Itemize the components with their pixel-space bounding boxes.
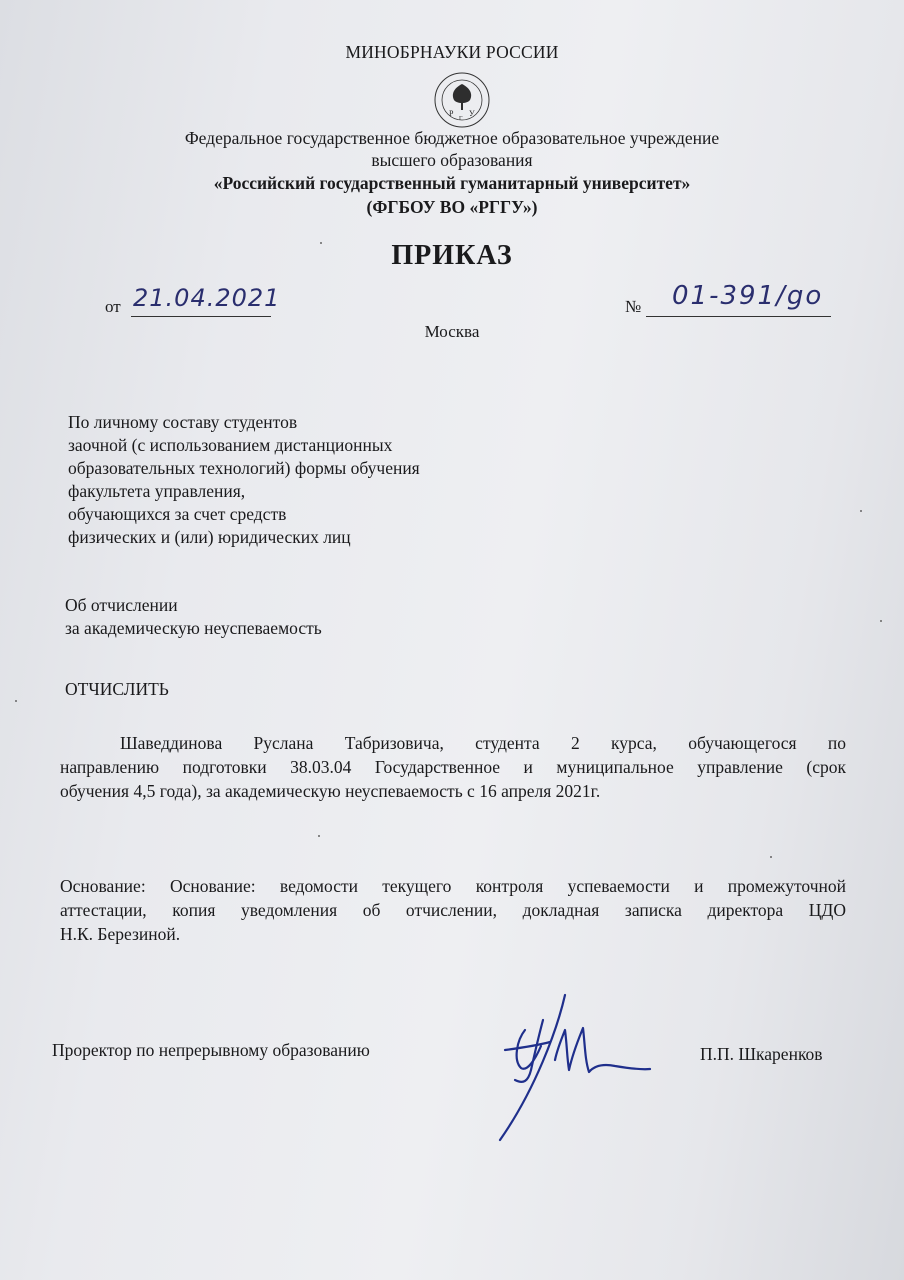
topic-block	[65, 594, 322, 640]
order-paragraph	[60, 731, 846, 803]
subject-block	[68, 411, 420, 549]
subject-line: По личному составу студентов	[68, 412, 298, 432]
number-label: №	[625, 297, 642, 316]
topic-line: Об отчислении	[65, 595, 178, 615]
basis-paragraph	[60, 874, 846, 946]
date-value-handwritten: 21.04.2021	[133, 284, 281, 312]
subject-line: образовательных технологий) формы обучения	[68, 458, 420, 478]
basis-line: Основание: Основание: ведомости текущего контроля успеваемости и промежуточной	[60, 876, 846, 896]
svg-text:Г: Г	[459, 116, 463, 122]
city: Москва	[424, 322, 480, 341]
date-underline	[131, 316, 271, 317]
basis-line: Н.К. Березиной.	[60, 924, 181, 944]
handwritten-signature	[495, 990, 655, 1145]
document-title: ПРИКАЗ	[391, 240, 513, 271]
paragraph-line: обучения 4,5 года), за академическую неуспеваемость с 16 апреля 2021г.	[60, 781, 601, 801]
paper-speck	[860, 510, 862, 512]
topic-line: за академическую неуспеваемость	[65, 618, 322, 638]
paper-speck	[320, 242, 322, 244]
paragraph-line: Шаведдинова Руслана Табризовича, студента 2 курса, обучающегося по	[120, 733, 846, 753]
svg-text:Р: Р	[449, 109, 454, 118]
ministry-header: МИНОБРНАУКИ РОССИИ	[345, 42, 559, 62]
number-underline	[646, 316, 831, 317]
date-label: от	[105, 297, 121, 316]
paper-speck	[770, 856, 772, 858]
paper-speck	[15, 700, 17, 702]
action-heading: ОТЧИСЛИТЬ	[65, 679, 169, 699]
signatory-position: Проректор по непрерывному образованию	[52, 1040, 370, 1060]
subject-line: факультета управления,	[68, 481, 246, 501]
paper-speck	[880, 620, 882, 622]
university-emblem-icon	[427, 70, 497, 130]
paper-speck	[318, 835, 320, 837]
signatory-name: П.П. Шкаренков	[700, 1044, 823, 1064]
institution-abbreviation: (ФГБОУ ВО «РГГУ»)	[366, 197, 538, 217]
institution-line-1: Федеральное государственное бюджетное образовательное учреждение	[184, 128, 720, 148]
svg-text:У: У	[469, 109, 475, 118]
subject-line: заочной (с использованием дистанционных	[68, 435, 393, 455]
paragraph-line: направлению подготовки 38.03.04 Государственное и муниципальное управление (срок	[60, 757, 846, 777]
institution-name: «Российский государственный гуманитарный университет»	[213, 173, 691, 193]
subject-line: физических и (или) юридических лиц	[68, 527, 351, 547]
subject-line: обучающихся за счет средств	[68, 504, 287, 524]
institution-line-2: высшего образования	[371, 150, 533, 170]
number-value-handwritten: 01-391/go	[672, 281, 824, 311]
basis-line: аттестации, копия уведомления об отчислении, докладная записка директора ЦДО	[60, 900, 846, 920]
